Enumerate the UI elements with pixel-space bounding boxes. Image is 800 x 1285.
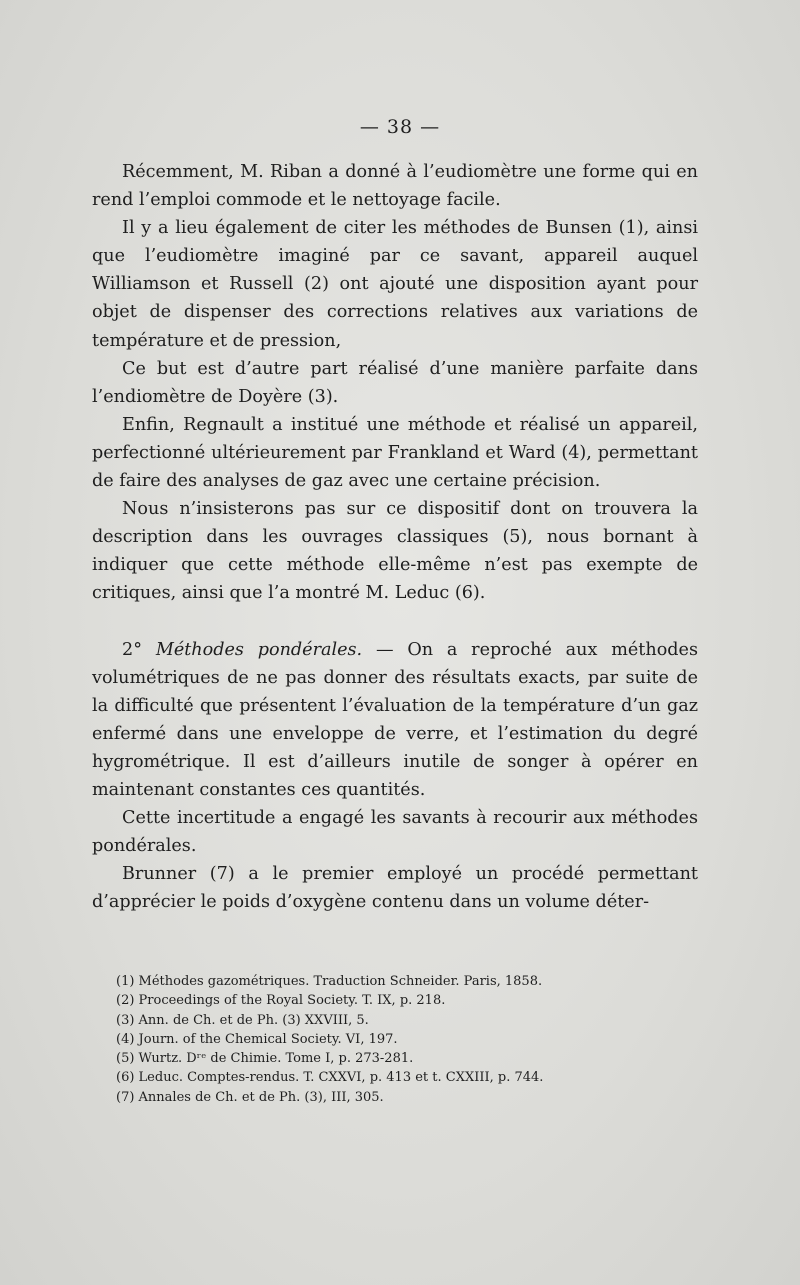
paragraph-7: Cette incertitude a engagé les savants à recourir aux méthodes pondérales. bbox=[92, 808, 698, 857]
paragraph-1: Récemment, M. Riban a donné à l’eudiomètre une forme qui en rend l’emploi commode et le nettoyage facile. bbox=[92, 162, 698, 211]
footnote-2: (2) Proceedings of the Royal Society. T. IX, p. 218. bbox=[116, 993, 446, 1009]
footnote-5: (5) Wurtz. Dʳᵉ de Chimie. Tome I, p. 273-281. bbox=[116, 1051, 414, 1067]
footnotes bbox=[116, 972, 716, 1107]
section-title: Méthodes pondérales. bbox=[155, 639, 363, 660]
footnote-6: (6) Leduc. Comptes-rendus. T. CXXVI, p. 413 et t. CXXIII, p. 744. bbox=[116, 1070, 544, 1086]
paragraph-4: Enfin, Regnault a institué une méthode et réalisé un appareil, perfectionné ultérieurement par Frankland et Ward (4), permettant de faire des analyses de gaz avec une certaine précision. bbox=[92, 414, 698, 492]
paragraph-6-text: — On a reproché aux méthodes volumétriques de ne pas donner des résultats exacts, par suite de la difficulté que présentent l’évaluation de la température d’un gaz enfermé dans une enveloppe de verre, et l’estimation du degré hygrométrique. Il est d’ailleurs inutile de songer à opérer en maintenant constantes ces quantités. bbox=[92, 639, 698, 800]
footnote-7: (7) Annales de Ch. et de Ph. (3), III, 305. bbox=[116, 1089, 384, 1105]
paragraph-2: Il y a lieu également de citer les méthodes de Bunsen (1), ainsi que l’eudiomètre imaginé par ce savant, appareil auquel Williamson et Russell (2) ont ajouté une disposition ayant pour objet de dispenser des corrections relatives aux variations de température et de pression, bbox=[92, 218, 698, 351]
paragraph-3: Ce but est d’autre part réalisé d’une manière parfaite dans l’endiomètre de Doyère (3). bbox=[92, 358, 698, 407]
page-number: — 38 — bbox=[359, 116, 441, 138]
paragraph-5: Nous n’insisterons pas sur ce dispositif dont on trouvera la description dans les ouvrages classiques (5), nous bornant à indiquer que cette méthode elle-même n’est pas exempte de critiques, ainsi que l’a montré M. Leduc (6). bbox=[92, 499, 698, 604]
paragraph-6 bbox=[92, 636, 698, 805]
footnote-3: (3) Ann. de Ch. et de Ph. (3) XXVIII, 5. bbox=[116, 1012, 369, 1028]
footnote-4: (4) Journ. of the Chemical Society. VI, 197. bbox=[116, 1031, 398, 1047]
body-text bbox=[92, 158, 698, 916]
section-number: 2° bbox=[122, 639, 142, 660]
paragraph-8: Brunner (7) a le premier employé un procédé permettant d’apprécier le poids d’oxygène contenu dans un volume déter- bbox=[92, 864, 698, 913]
footnote-1: (1) Méthodes gazométriques. Traduction Schneider. Paris, 1858. bbox=[116, 974, 543, 989]
